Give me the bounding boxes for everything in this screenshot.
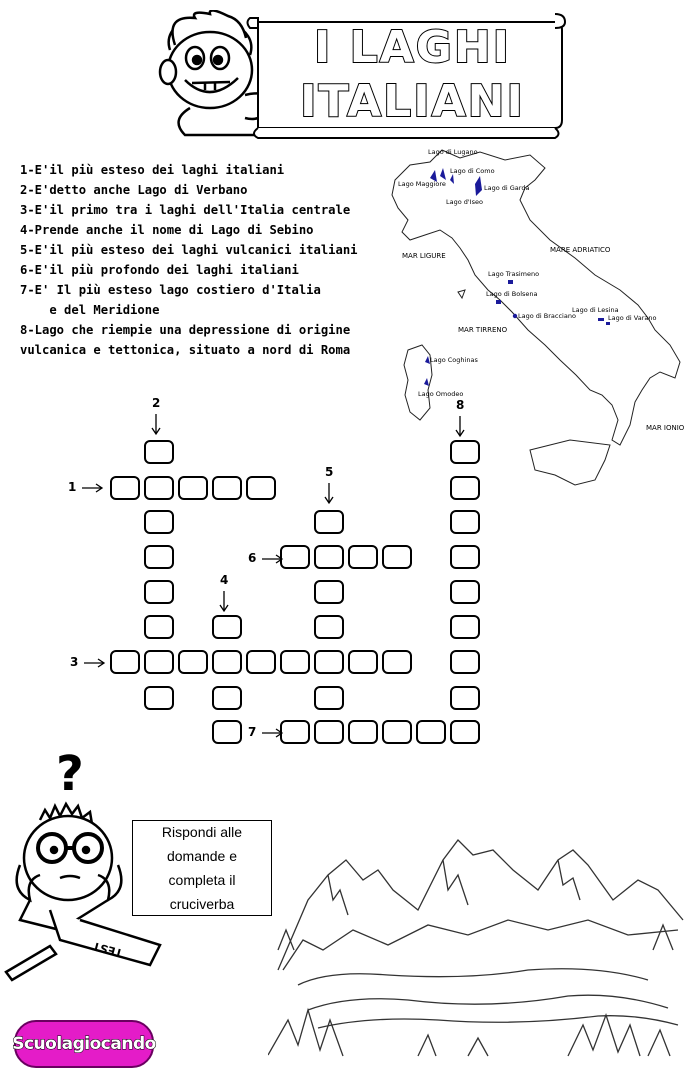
map-label-varano: Lago di Varano — [608, 314, 657, 322]
arrow-icon — [82, 484, 102, 492]
clue-list — [20, 160, 400, 360]
crossword-grid — [0, 390, 693, 750]
clue-number-7: 7 — [248, 725, 257, 739]
map-label-lesina: Lago di Lesina — [572, 306, 619, 314]
instruction-box — [132, 820, 272, 916]
clue-number-4: 4 — [220, 573, 229, 587]
arrow-icon — [456, 416, 464, 436]
clue-5: 5-E'il più esteso dei laghi vulcanici italiani — [20, 243, 358, 257]
mountain-lake-illustration — [268, 820, 688, 1060]
instruction-text: Rispondi alle domande e completa il cruciverba — [161, 824, 243, 912]
arrow-icon — [152, 414, 160, 434]
clue-8: 8-Lago che riempie una depressione di origine — [20, 323, 351, 337]
page-title-line-1: I LAGHI — [313, 22, 512, 73]
scuolagiocando-logo[interactable] — [14, 1020, 154, 1068]
logo-text: Scuolagiocando — [12, 1034, 156, 1054]
test-paper-label: TEST — [91, 939, 125, 960]
clue-number-5: 5 — [325, 465, 334, 479]
clue-3: 3-E'il primo tra i laghi dell'Italia centrale — [20, 203, 351, 217]
clue-1: 1-E'il più esteso dei laghi italiani — [20, 163, 285, 177]
map-label-omodeo: Lago Omodeo — [418, 390, 464, 398]
sea-label-adriatico: MARE ADRIATICO — [550, 246, 611, 254]
map-label-lugano: Lago di Lugano — [428, 148, 478, 156]
arrow-icon — [84, 659, 104, 667]
page-title-line-2: ITALIANI — [300, 76, 525, 127]
arrow-icon — [325, 483, 333, 503]
clue-7-continued: e del Meridione — [20, 303, 160, 317]
clue-number-2: 2 — [152, 396, 161, 410]
map-label-maggiore: Lago Maggiore — [398, 180, 446, 188]
map-label-iseo: Lago d'Iseo — [446, 198, 483, 206]
arrow-icon — [262, 729, 282, 737]
map-label-bolsena: Lago di Bolsena — [486, 290, 538, 298]
clue-2: 2-E'detto anche Lago di Verbano — [20, 183, 248, 197]
clue-number-3: 3 — [70, 655, 79, 669]
clue-4: 4-Prende anche il nome di Lago di Sebino — [20, 223, 314, 237]
arrow-icon — [262, 555, 282, 563]
map-label-como: Lago di Como — [450, 167, 495, 175]
arrow-icon — [220, 591, 228, 611]
clue-number-6: 6 — [248, 551, 257, 565]
sea-label-ionio: MAR IONIO — [646, 424, 685, 432]
map-label-trasimeno: Lago Trasimeno — [488, 270, 540, 278]
clue-number-1: 1 — [68, 480, 77, 494]
map-label-coghinas: Lago Coghinas — [430, 356, 478, 364]
map-label-bracciano: Lago di Bracciano — [518, 312, 576, 320]
clue-6: 6-E'il più profondo dei laghi italiani — [20, 263, 299, 277]
sea-label-tirreno: MAR TIRRENO — [458, 326, 508, 334]
sea-label-ligure: MAR LIGURE — [402, 252, 446, 260]
clue-8-continued: vulcanica e tettonica, situato a nord di Roma — [20, 343, 351, 357]
clue-7: 7-E' Il più esteso lago costiero d'Italia — [20, 283, 321, 297]
map-label-garda: Lago di Garda — [484, 184, 530, 192]
clue-number-8: 8 — [456, 398, 465, 412]
question-mark: ? — [56, 746, 84, 802]
clue-arrows — [0, 390, 693, 750]
